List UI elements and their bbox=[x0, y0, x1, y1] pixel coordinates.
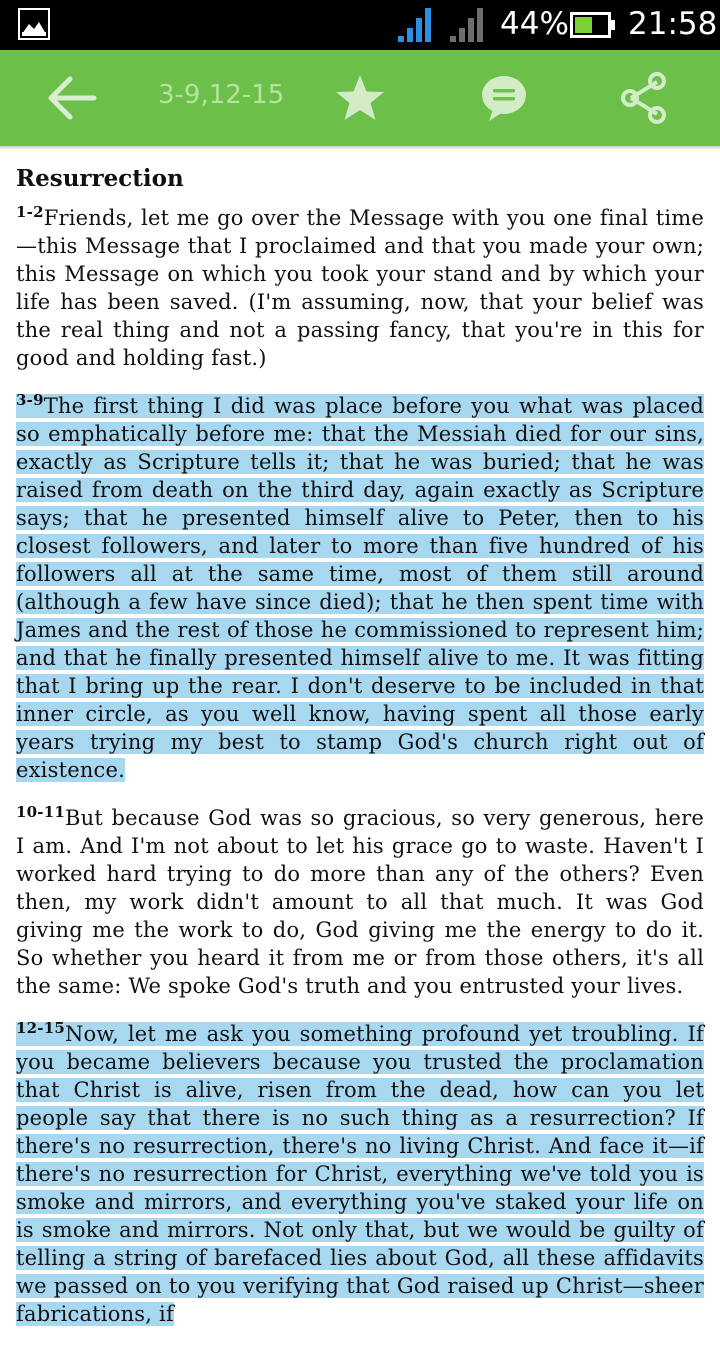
back-button[interactable] bbox=[38, 50, 108, 146]
bookmark-button[interactable] bbox=[330, 50, 390, 146]
gallery-notification-icon bbox=[18, 8, 50, 40]
verse-text: The first thing I did was place before you what was placed so emphatically before me: that the Messiah died for our sins, exactly as Scripture tells it; that he was buried; that he was raised from death on the third day, again exactly as Scripture says; that he presented himself alive to Peter, then to his closest followers, and later to more than five hundred of his followers all at the same time, most of them still around (although a few have since died); that he then spent time with James and the rest of those he commissioned to represent him; and that he finally presented himself alive to me. It was fitting that I bring up the rear. I don't deserve to be included in that inner circle, as you well know, having spent all those early years trying my best to stamp God's church right out of existence. bbox=[16, 394, 704, 782]
toolbar-shadow bbox=[0, 146, 720, 150]
back-arrow-icon bbox=[46, 75, 100, 121]
verse-paragraph-highlighted[interactable] bbox=[16, 392, 704, 784]
verse-number: 12-15 bbox=[16, 1019, 65, 1037]
verse-paragraph[interactable] bbox=[16, 204, 704, 372]
status-bar bbox=[0, 0, 720, 50]
cell-signal-icon bbox=[450, 6, 486, 44]
verse-number: 10-11 bbox=[16, 803, 65, 821]
verse-number: 1-2 bbox=[16, 203, 44, 221]
passage-reference[interactable]: 3-9,12-15 bbox=[158, 80, 285, 110]
clock: 21:58 bbox=[628, 6, 718, 42]
verse-paragraph[interactable] bbox=[16, 804, 704, 1000]
share-icon bbox=[619, 72, 669, 124]
comment-icon bbox=[479, 73, 529, 123]
verse-number: 3-9 bbox=[16, 391, 44, 409]
verse-paragraph-highlighted[interactable] bbox=[16, 1020, 704, 1328]
star-icon bbox=[334, 73, 386, 123]
bible-text bbox=[16, 162, 704, 1348]
share-button[interactable] bbox=[614, 50, 674, 146]
comment-button[interactable] bbox=[474, 50, 534, 146]
battery-percent: 44% bbox=[500, 6, 569, 42]
wifi-signal-icon bbox=[398, 6, 434, 44]
toolbar bbox=[0, 50, 720, 146]
verse-text: Friends, let me go over the Message with you one final time—this Message that I proclaimed and that you made your own; this Message on which you took your stand and by which your life has been saved. (I'm assuming, now, that your belief was the real thing and not a passing fancy, that you're in this for good and holding fast.) bbox=[16, 206, 704, 370]
verse-text: Now, let me ask you something profound yet troubling. If you became believers because you trusted the proclamation that Christ is alive, risen from the dead, how can you let people say that there is no such thing as a resurrection? If there's no resurrection, there's no living Christ. And face it—if there's no resurrection for Christ, everything we've told you is smoke and mirrors, and everything you've staked your life on is smoke and mirrors. Not only that, but we would be guilty of telling a string of barefaced lies about God, all these affidavits we passed on to you verifying that God raised up Christ—sheer fabrications, if bbox=[16, 1022, 704, 1326]
section-heading: Resurrection bbox=[16, 165, 184, 192]
battery-icon bbox=[570, 12, 616, 38]
verse-text: But because God was so gracious, so very generous, here I am. And I'm not about to let his grace go to waste. Haven't I worked hard trying to do more than any of the others? Even then, my work didn't amount to all that much. It was God giving me the work to do, God giving me the energy to do it. So whether you heard it from me or from those others, it's all the same: We spoke God's truth and you entrusted your lives. bbox=[16, 806, 704, 998]
